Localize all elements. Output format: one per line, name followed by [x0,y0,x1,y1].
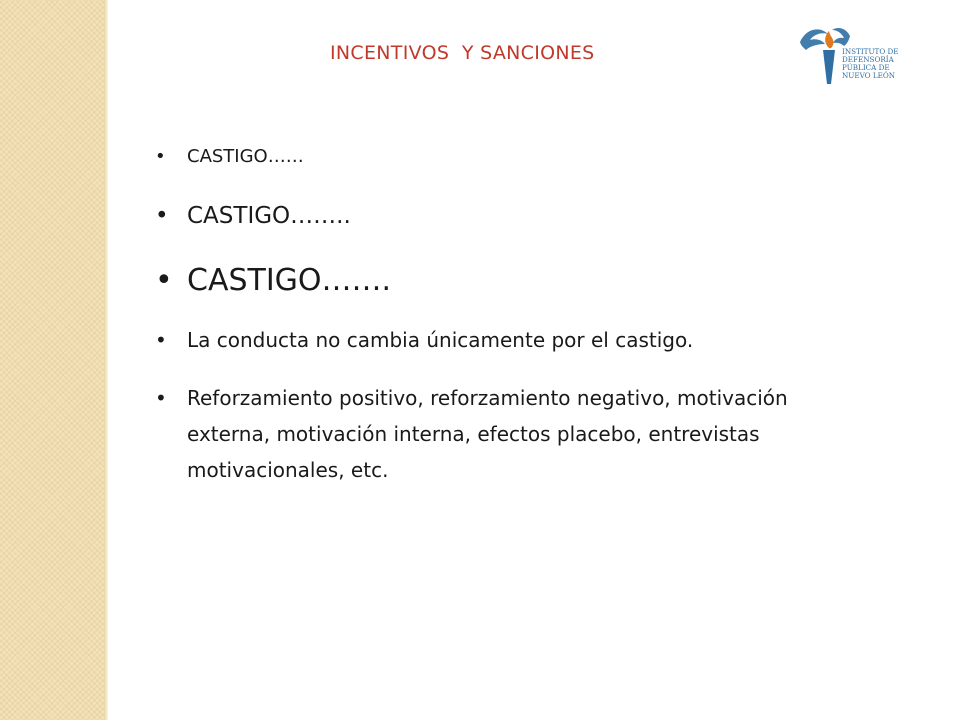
bullet-text: Reforzamiento positivo, reforzamiento negativo, motivación externa, motivación interna, efectos placebo, entrevistas motivacionales, etc. [187,386,788,482]
bullet-dot-icon: • [155,146,166,167]
bullet-text: CASTIGO…….. [187,203,351,229]
decorative-side-band [0,0,104,720]
logo-line-1: INSTITUTO DE [842,47,899,56]
bullet-text: CASTIGO…… [187,146,304,167]
bullet-list [155,140,855,488]
bullet-item [155,322,855,358]
logo-line-4: NUEVO LEÓN [842,71,896,80]
bullet-text: CASTIGO……. [187,263,392,298]
institution-logo [792,18,912,98]
bullet-item [155,258,855,304]
logo-line-3: PÚBLICA DE [842,63,890,72]
bullet-item [155,380,855,488]
bullet-text: La conducta no cambia únicamente por el castigo. [187,328,694,352]
logo-line-2: DEFENSORÍA [842,55,894,64]
torch-wings-logo-icon [792,18,912,98]
bullet-dot-icon: • [155,263,173,298]
side-band-edge [104,0,108,720]
bullet-dot-icon: • [155,203,169,229]
bullet-item [155,140,855,174]
slide-title: INCENTIVOS Y SANCIONES [330,42,595,64]
bullet-item [155,196,855,236]
bullet-dot-icon: • [155,386,167,410]
bullet-dot-icon: • [155,328,167,352]
